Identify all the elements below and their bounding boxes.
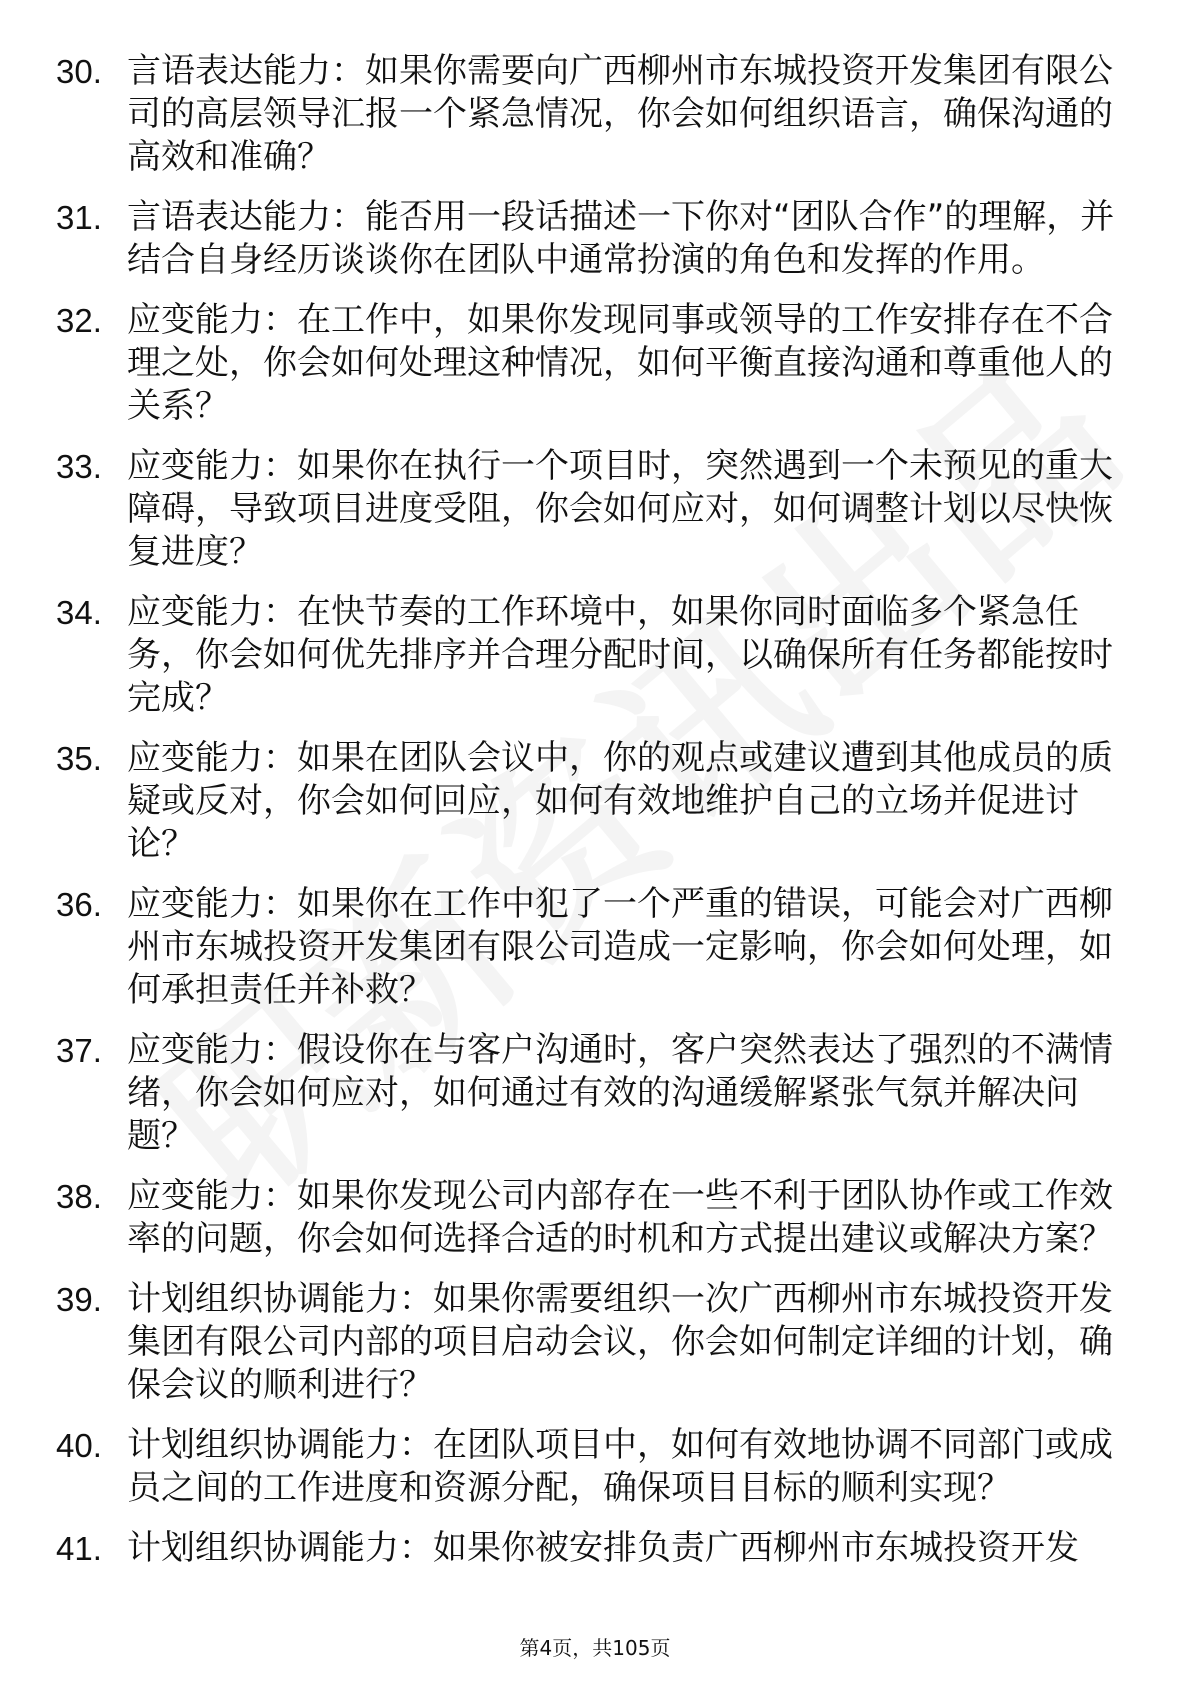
question-item <box>0 1029 1190 1158</box>
question-number: 33. <box>56 448 102 485</box>
question-number: 38. <box>56 1178 102 1215</box>
question-number: 34. <box>56 594 102 631</box>
question-item <box>0 299 1190 428</box>
question-text: 应变能力：假设你在与客户沟通时，客户突然表达了强烈的不满情绪，你会如何应对，如何通过有效的沟通缓解紧张气氛并解决问题？ <box>127 1030 1113 1156</box>
question-text: 应变能力：在快节奏的工作环境中，如果你同时面临多个紧急任务，你会如何优先排序并合理分配时间，以确保所有任务都能按时完成？ <box>127 592 1113 718</box>
question-text: 应变能力：如果你在工作中犯了一个严重的错误，可能会对广西柳州市东城投资开发集团有限公司造成一定影响，你会如何处理，如何承担责任并补救？ <box>127 884 1113 1010</box>
question-number: 31. <box>56 199 102 236</box>
question-number: 35. <box>56 740 102 777</box>
question-number: 36. <box>56 886 102 923</box>
question-text: 应变能力：在工作中，如果你发现同事或领导的工作安排存在不合理之处，你会如何处理这种情况，如何平衡直接沟通和尊重他人的关系？ <box>127 300 1113 426</box>
question-number: 30. <box>56 53 102 90</box>
question-number: 39. <box>56 1281 102 1318</box>
question-item <box>0 1175 1190 1261</box>
question-text: 言语表达能力：如果你需要向广西柳州市东城投资开发集团有限公司的高层领导汇报一个紧急情况，你会如何组织语言，确保沟通的高效和准确？ <box>127 51 1113 177</box>
question-text: 计划组织协调能力：如果你被安排负责广西柳州市东城投资开发 <box>127 1528 1079 1568</box>
question-text: 计划组织协调能力：在团队项目中，如何有效地协调不同部门或成员之间的工作进度和资源分配，确保项目目标的顺利实现？ <box>127 1425 1113 1508</box>
question-number: 40. <box>56 1427 102 1464</box>
question-list <box>0 50 1190 1587</box>
question-item <box>0 737 1190 866</box>
question-item <box>0 1424 1190 1510</box>
question-item <box>0 591 1190 720</box>
question-text: 应变能力：如果你发现公司内部存在一些不利于团队协作或工作效率的问题，你会如何选择合适的时机和方式提出建议或解决方案？ <box>127 1176 1113 1259</box>
question-item <box>0 1278 1190 1407</box>
question-text: 计划组织协调能力：如果你需要组织一次广西柳州市东城投资开发集团有限公司内部的项目启动会议，你会如何制定详细的计划，确保会议的顺利进行？ <box>127 1279 1113 1405</box>
question-item <box>0 883 1190 1012</box>
question-text: 应变能力：如果在团队会议中，你的观点或建议遭到其他成员的质疑或反对，你会如何回应，如何有效地维护自己的立场并促进讨论？ <box>127 738 1113 864</box>
question-item <box>0 1527 1190 1570</box>
question-item <box>0 196 1190 282</box>
question-text: 应变能力：如果你在执行一个项目时，突然遇到一个未预见的重大障碍，导致项目进度受阻，你会如何应对，如何调整计划以尽快恢复进度？ <box>127 446 1113 572</box>
question-number: 37. <box>56 1032 102 1069</box>
question-item <box>0 50 1190 179</box>
question-number: 32. <box>56 302 102 339</box>
question-text: 言语表达能力：能否用一段话描述一下你对“团队合作”的理解，并结合自身经历谈谈你在团队中通常扮演的角色和发挥的作用。 <box>127 197 1115 280</box>
page-footer: 第4页，共105页 <box>519 1636 671 1660</box>
question-number: 41. <box>56 1530 102 1567</box>
question-item <box>0 445 1190 574</box>
